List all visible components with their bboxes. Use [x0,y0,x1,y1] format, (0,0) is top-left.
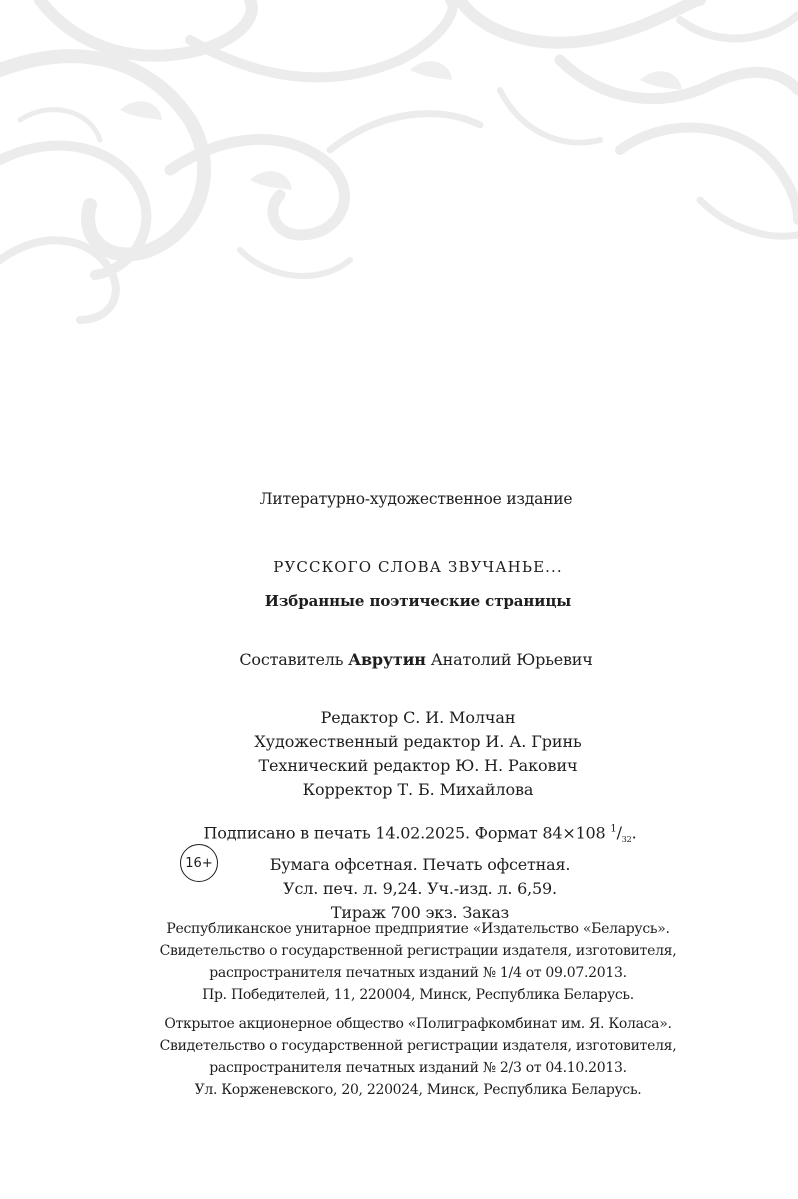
print-sheets: Усл. печ. л. 9,24. Уч.-изд. л. 6,59. [283,878,557,898]
book-subtitle: Избранные поэтические страницы [264,592,572,610]
print-details [21,818,798,925]
print-paper: Бумага офсетная. Печать офсетная. [269,854,571,874]
publisher-line: Свидетельство о государственной регистрации издателя, изготовителя, [159,943,677,959]
format-fraction: $^1/_{32}$ [610,823,632,845]
format-numerator: 1 [610,824,617,835]
printer-line: распространителя печатных изданий № 2/3 от 04.10.2013. [209,1060,627,1076]
format-denominator: 32 [621,835,632,845]
compiler-name: Анатолий Юрьевич [430,650,593,669]
publisher-line: распространителя печатных изданий № 1/4 от 09.07.2013. [209,965,627,981]
compiler-line [17,650,798,669]
compiler-surname: Аврутин [348,650,426,669]
editorial-credits [19,706,798,802]
printer-line: Свидетельство о государственной регистрации издателя, изготовителя, [159,1038,677,1054]
book-title: РУССКОГО СЛОВА ЗВУЧАНЬЕ... [273,558,563,576]
print-signed-format [21,818,798,853]
format-end: . [631,823,637,843]
publisher-line: Пр. Победителей, 11, 220004, Минск, Республика Беларусь. [202,987,634,1003]
edition-genre: Литературно-художественное издание [259,490,573,508]
credit-editor: Редактор С. И. Молчан [320,708,516,727]
age-rating-badge: 16+ [180,844,218,882]
print-signed-text: Подписано в печать 14.02.2025. Формат 84×108 [203,823,606,843]
printer-line: Ул. Корженевского, 20, 220024, Минск, Республика Беларусь. [194,1082,642,1098]
printer-info [19,1013,798,1101]
publisher-info [19,918,798,1006]
credit-technical-editor: Технический редактор Ю. Н. Ракович [258,756,578,775]
credit-art-editor: Художественный редактор И. А. Гринь [254,732,582,751]
print-run: Тираж 700 экз. Заказ [330,902,510,922]
printer-line: Открытое акционерное общество «Полиграфкомбинат им. Я. Коласа». [164,1016,672,1032]
publisher-line: Республиканское унитарное предприятие «Издательство «Беларусь». [166,921,670,937]
compiler-label: Составитель [239,650,344,669]
credit-proofreader: Корректор Т. Б. Михайлова [302,780,534,799]
